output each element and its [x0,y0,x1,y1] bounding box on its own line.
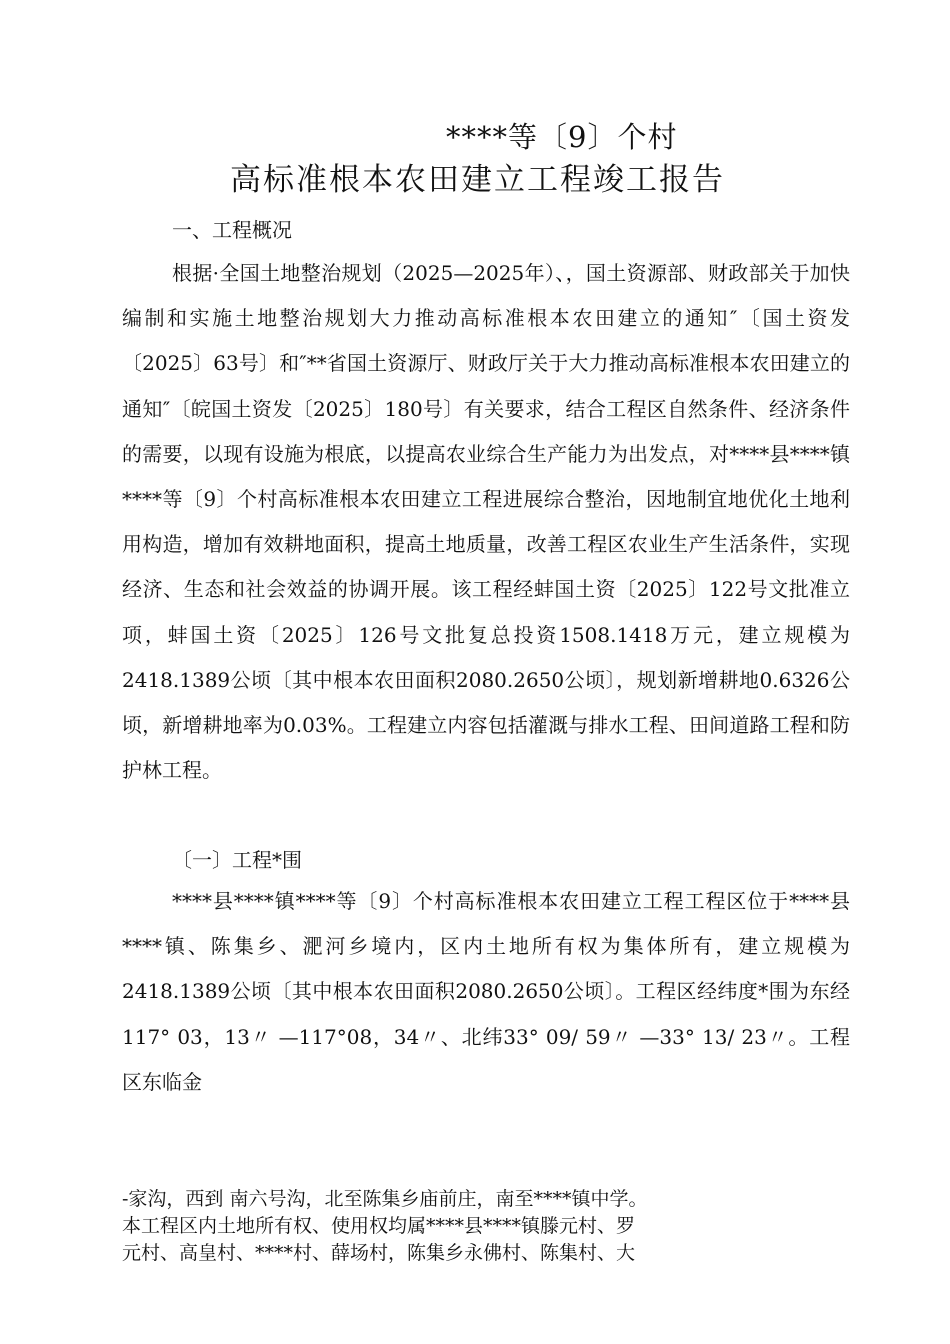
continuation-line: 本工程区内土地所有权、使用权均属****县****镇滕元村、罗 [122,1215,636,1237]
section-heading-project-overview: 一、工程概况 [172,218,292,242]
continuation-line: 元村、高皇村、****村、薛场村，陈集乡永佛村、陈集村、大 [122,1242,636,1264]
title-line-2: 高标准根本农田建立工程竣工报告 [230,162,725,198]
subsection-heading-project-scope: 〔一〕工程*围 [172,848,302,872]
continuation-line: -家沟，西到 南六号沟，北至陈集乡庙前庄，南至****镇中学。 [122,1188,648,1210]
title-line-1: ****等〔9〕个村 [446,120,678,154]
continuation-block [122,1186,762,1267]
paragraph-project-scope: ****县****镇****等〔9〕个村高标准根本农田建立工程工程区位于****县****镇、陈集乡、淝河乡境内，区内土地所有权为集体所有，建立规模为2418.1389公顷〔其中根本农田面积2080.2650公顷〕。工程区经纬度*围为东经117° 03，13〃 —117°08，34〃、北纬33° 09/ 59〃 —33° 13/ 23〃。工程区东临金 [122,889,850,1094]
paragraph-project-basis: 根据·全国土地整治规划（2025—2025年）、，国土资源部、财政部关于加快编制和实施土地整治规划大力推动高标准根本农田建立的通知″〔国土资发〔2025〕63号〕和″**省国土资源厅、财政厅关于大力推动高标准根本农田建立的通知″〔皖国土资发〔2025〕180号〕有关要求，结合工程区自然条件、经济条件的需要，以现有设施为根底，以提高农业综合生产能力为出发点，对****县****镇****等〔9〕个村高标准根本农田建立工程进展综合整治，因地制宜地优化土地利用构造，增加有效耕地面积，提高土地质量，改善工程区农业生产生活条件，实现经济、生态和社会效益的协调开展。该工程经蚌国土资〔2025〕122号文批准立项，蚌国土资〔2025〕126号文批复总投资1508.1418万元，建立规模为2418.1389公顷〔其中根本农田面积2080.2650公顷〕，规划新增耕地0.6326公顷，新增耕地率为0.03%。工程建立内容包括灌溉与排水工程、田间道路工程和防护林工程。 [122,261,850,783]
